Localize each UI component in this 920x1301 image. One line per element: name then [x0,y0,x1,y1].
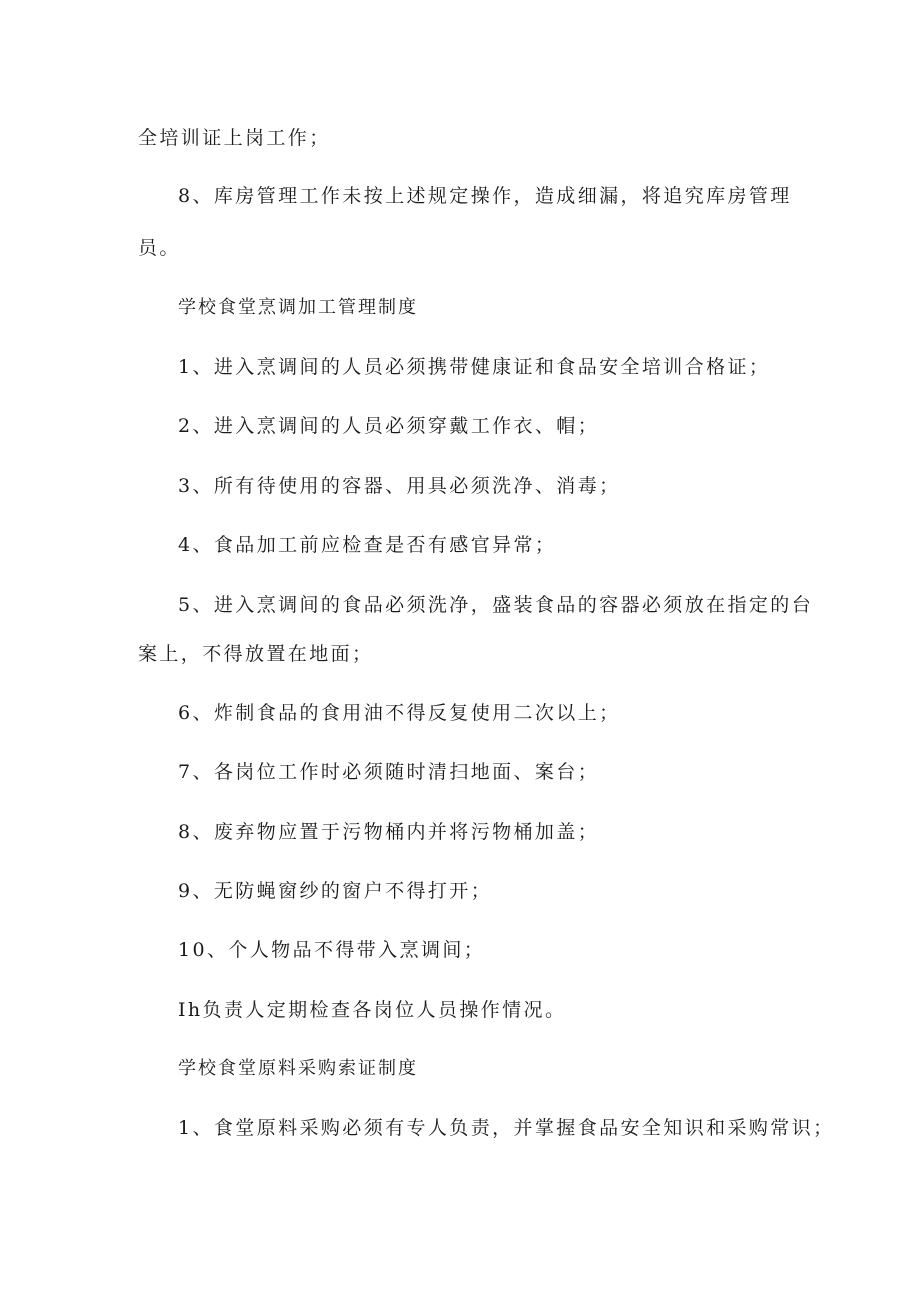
list-item-2: 2、进入烹调间的人员必须穿戴工作衣、帽； [178,415,600,437]
text-line-item-8: 8、库房管理工作未按上述规定操作，造成细漏，将追究库房管理 [178,185,792,207]
list-item-6: 6、炸制食品的食用油不得反复使用二次以上； [178,702,621,724]
list-item-10: 10、个人物品不得带入烹调间； [178,939,486,961]
text-line-continuation: 全培训证上岗工作； [138,127,331,149]
list-item-7: 7、各岗位工作时必须随时清扫地面、案台； [178,761,600,783]
text-line-wrap: 员。 [138,237,181,259]
list-item-1: 1、进入烹调间的人员必须携带健康证和食品安全培训合格证； [178,356,771,378]
list-item-5-wrap: 案上，不得放置在地面； [138,643,374,665]
list-item-9: 9、无防蝇窗纱的窗户不得打开； [178,880,493,902]
list-item-11: Ih负责人定期检查各岗位人员操作情况。 [178,999,567,1021]
list-item-3: 3、所有待使用的容器、用具必须洗净、消毒； [178,475,621,497]
section-heading-procurement: 学校食堂原料采购索证制度 [178,1058,418,1079]
list-item-4: 4、食品加工前应检查是否有感官异常； [178,534,557,556]
section-heading-cooking: 学校食堂烹调加工管理制度 [178,297,418,318]
list-item-8: 8、废弃物应置于污物桶内并将污物桶加盖； [178,821,600,843]
procurement-item-1: 1、食堂原料采购必须有专人负责，并掌握食品安全知识和采购常识； [178,1117,835,1139]
list-item-5: 5、进入烹调间的食品必须洗净，盛装食品的容器必须放在指定的台 [178,594,814,616]
